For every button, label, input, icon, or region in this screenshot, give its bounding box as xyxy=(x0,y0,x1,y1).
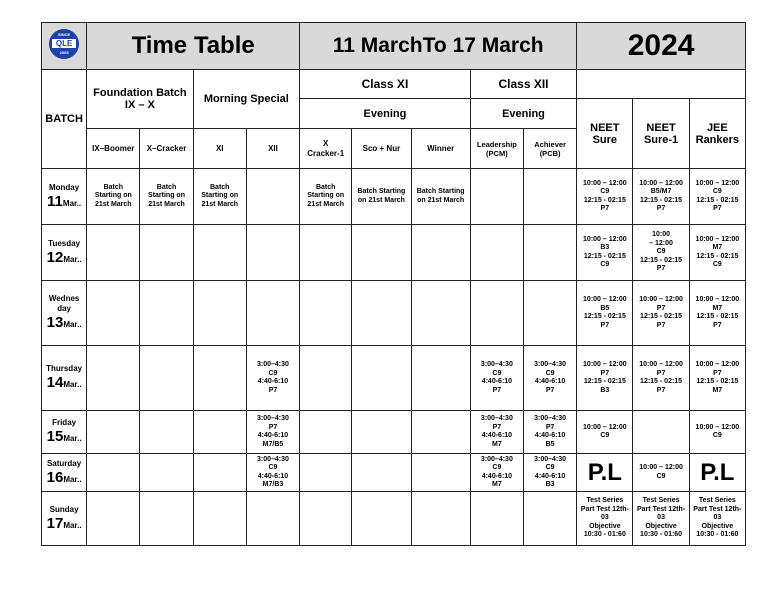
schedule-cell: 3:00–4:30 C9 4:40-6:10 M7 xyxy=(470,454,523,492)
day-month: Mar.. xyxy=(63,254,82,264)
schedule-cell xyxy=(352,454,411,492)
day-number: 14 xyxy=(46,374,64,391)
schedule-cell: 10:00 – 12:00 C9 12:15 - 02:15 P7 xyxy=(689,169,745,225)
schedule-cell xyxy=(411,454,470,492)
blank-header xyxy=(577,70,746,99)
schedule-cell xyxy=(300,346,352,411)
neet-sure1-header: NEET Sure-1 xyxy=(633,99,689,169)
day-row xyxy=(42,169,746,225)
schedule-cell xyxy=(352,411,411,454)
schedule-cell: 10:00 – 12:00 C9 xyxy=(689,411,745,454)
day-name: Thursday xyxy=(46,364,83,373)
day-date xyxy=(42,249,86,267)
schedule-cell: 10:00 – 12:00 P7 12:15 - 02:15 B3 xyxy=(577,346,633,411)
day-number: 15 xyxy=(46,428,64,445)
day-row xyxy=(42,225,746,281)
schedule-cell xyxy=(524,225,577,281)
schedule-cell xyxy=(300,225,352,281)
schedule-cell: 3:00–4:30 C9 4:40-6:10 P7 xyxy=(470,346,523,411)
pl-cell: P.L xyxy=(577,454,633,492)
schedule-cell: Batch Starting on 21st March xyxy=(193,169,246,225)
day-row xyxy=(42,492,746,546)
day-cell xyxy=(42,411,87,454)
date-range: 11 MarchTo 17 March xyxy=(300,23,577,70)
day-month: Mar.. xyxy=(63,474,82,484)
schedule-cell xyxy=(300,454,352,492)
schedule-cell xyxy=(411,411,470,454)
day-cell xyxy=(42,492,87,546)
schedule-cell xyxy=(633,411,689,454)
day-name: Wednes day xyxy=(48,294,80,313)
schedule-cell: 10:00 – 12:00 C9 xyxy=(633,454,689,492)
sub-ix-boomer: IX–Boomer xyxy=(87,129,140,169)
day-number: 13 xyxy=(46,314,64,331)
schedule-cell: 10:00 – 12:00 P7 12:15 - 02:15 M7 xyxy=(689,346,745,411)
schedule-cell xyxy=(87,281,140,346)
day-date xyxy=(42,314,86,332)
sub-leadership: Leadership (PCM) xyxy=(470,129,523,169)
schedule-cell: 10:00 – 12:00 C9 xyxy=(577,411,633,454)
sub-xii: XII xyxy=(246,129,299,169)
day-month: Mar.. xyxy=(63,520,82,530)
schedule-cell: 3:00–4:30 P7 4:40-6:10 M7/B5 xyxy=(246,411,299,454)
schedule-cell xyxy=(411,346,470,411)
day-date xyxy=(42,374,86,392)
sub-xi: XI xyxy=(193,129,246,169)
schedule-cell: Batch Starting on 21st March xyxy=(411,169,470,225)
schedule-cell xyxy=(411,492,470,546)
schedule-cell xyxy=(193,492,246,546)
day-name: Sunday xyxy=(49,504,79,514)
schedule-cell xyxy=(246,225,299,281)
schedule-cell xyxy=(193,225,246,281)
sub-x-cracker: X–Cracker xyxy=(140,129,193,169)
schedule-cell: Batch Starting on 21st March xyxy=(140,169,193,225)
schedule-cell: 3:00–4:30 P7 4:40-6:10 B5 xyxy=(524,411,577,454)
schedule-cell xyxy=(140,225,193,281)
schedule-cell xyxy=(246,492,299,546)
logo-cell xyxy=(42,23,87,70)
schedule-cell xyxy=(193,346,246,411)
schedule-cell xyxy=(193,454,246,492)
pl-cell: P.L xyxy=(689,454,745,492)
schedule-cell xyxy=(300,411,352,454)
day-number: 16 xyxy=(46,468,64,486)
day-cell xyxy=(42,346,87,411)
schedule-cell xyxy=(87,411,140,454)
schedule-cell xyxy=(193,281,246,346)
schedule-cell xyxy=(352,346,411,411)
schedule-cell: 10:00 – 12:00 C9 12:15 - 02:15 P7 xyxy=(633,225,689,281)
schedule-cell: 3:00–4:30 C9 4:40-6:10 P7 xyxy=(246,346,299,411)
sub-winner: Winner xyxy=(411,129,470,169)
day-cell xyxy=(42,169,87,225)
sub-achiever: Achiever (PCB) xyxy=(524,129,577,169)
day-name: Monday xyxy=(48,182,80,192)
schedule-cell xyxy=(140,346,193,411)
schedule-cell xyxy=(300,492,352,546)
day-month: Mar.. xyxy=(63,434,82,443)
day-date xyxy=(42,193,86,211)
schedule-cell xyxy=(246,169,299,225)
day-date xyxy=(42,469,86,487)
schedule-cell: Batch Starting on 21st March xyxy=(300,169,352,225)
schedule-cell: Test Series Part Test 12th- 03 Objective 10:30 - 01:60 xyxy=(633,492,689,546)
day-row xyxy=(42,454,746,492)
schedule-cell xyxy=(87,492,140,546)
day-month: Mar.. xyxy=(63,320,82,329)
sub-x-cracker-1: X Cracker-1 xyxy=(300,129,352,169)
year: 2024 xyxy=(577,23,746,70)
neet-sure-header: NEET Sure xyxy=(577,99,633,169)
day-row xyxy=(42,346,746,411)
jee-rankers-header: JEE Rankers xyxy=(689,99,745,169)
schedule-cell: 3:00–4:30 C9 4:40-6:10 P7 xyxy=(524,346,577,411)
day-number: 12 xyxy=(46,248,64,266)
evening-xii-header: Evening xyxy=(470,99,576,129)
schedule-cell xyxy=(300,281,352,346)
page-title: Time Table xyxy=(87,23,300,70)
schedule-cell xyxy=(470,169,523,225)
day-date xyxy=(42,515,86,533)
day-month: Mar.. xyxy=(63,380,82,389)
morning-special-header: Morning Special xyxy=(193,70,299,129)
schedule-cell xyxy=(140,411,193,454)
day-month: Mar.. xyxy=(62,198,82,208)
schedule-cell: Test Series Part Test 12th- 03 Objective 10:30 - 01:60 xyxy=(577,492,633,546)
schedule-cell xyxy=(193,411,246,454)
schedule-cell xyxy=(352,225,411,281)
schedule-cell: 3:00–4:30 C9 4:40-6:10 M7/B3 xyxy=(246,454,299,492)
day-number: 17 xyxy=(46,514,64,532)
schedule-cell: 10:00 – 12:00 B3 12:15 - 02:15 C9 xyxy=(577,225,633,281)
schedule-cell xyxy=(524,169,577,225)
schedule-cell xyxy=(87,454,140,492)
qle-logo: SINCE QLE 2005 xyxy=(49,29,79,59)
schedule-cell: 3:00–4:30 C9 4:40-6:10 B3 xyxy=(524,454,577,492)
day-number: 11 xyxy=(47,192,63,210)
schedule-cell xyxy=(524,492,577,546)
day-row xyxy=(42,411,746,454)
schedule-cell: 10:00 – 12:00 P7 12:15 - 02:15 P7 xyxy=(633,281,689,346)
schedule-cell: 10:00 – 12:00 C9 12:15 - 02:15 P7 xyxy=(577,169,633,225)
class-xii-header: Class XII xyxy=(470,70,576,99)
schedule-cell xyxy=(411,225,470,281)
evening-xi-header: Evening xyxy=(300,99,471,129)
schedule-cell: 3:00–4:30 P7 4:40-6:10 M7 xyxy=(470,411,523,454)
foundation-header: Foundation Batch IX – X xyxy=(87,70,193,129)
schedule-cell xyxy=(352,281,411,346)
schedule-cell: Batch Starting on 21st March xyxy=(87,169,140,225)
schedule-cell: Batch Starting on 21st March xyxy=(352,169,411,225)
schedule-cell xyxy=(352,492,411,546)
day-name: Saturday xyxy=(46,458,82,468)
day-name: Tuesday xyxy=(48,238,81,248)
schedule-cell xyxy=(470,281,523,346)
schedule-cell xyxy=(87,346,140,411)
schedule-cell xyxy=(246,281,299,346)
schedule-cell xyxy=(87,225,140,281)
timetable xyxy=(41,22,746,546)
schedule-cell xyxy=(140,492,193,546)
batch-header: BATCH xyxy=(42,70,87,169)
schedule-cell xyxy=(140,281,193,346)
day-cell xyxy=(42,454,87,492)
schedule-cell: 10:00 – 12:00 B5 12:15 - 02:15 P7 xyxy=(577,281,633,346)
schedule-cell: 10:00 – 12:00 M7 12:15 - 02:15 P7 xyxy=(689,281,745,346)
day-cell xyxy=(42,225,87,281)
day-row xyxy=(42,281,746,346)
day-date xyxy=(42,428,86,446)
schedule-cell: 10:00 – 12:00 M7 12:15 - 02:15 C9 xyxy=(689,225,745,281)
schedule-cell: Test Series Part Test 12th- 03 Objective 10:30 - 01:60 xyxy=(689,492,745,546)
schedule-cell: 10:00 – 12:00 B5/M7 12:15 - 02:15 P7 xyxy=(633,169,689,225)
class-xi-header: Class XI xyxy=(300,70,471,99)
schedule-cell xyxy=(140,454,193,492)
schedule-cell xyxy=(524,281,577,346)
day-cell xyxy=(42,281,87,346)
sub-sco-nur: Sco + Nur xyxy=(352,129,411,169)
schedule-cell xyxy=(470,492,523,546)
day-name: Friday xyxy=(52,418,77,427)
schedule-cell: 10:00 – 12:00 P7 12:15 - 02:15 P7 xyxy=(633,346,689,411)
schedule-cell xyxy=(411,281,470,346)
schedule-cell xyxy=(470,225,523,281)
